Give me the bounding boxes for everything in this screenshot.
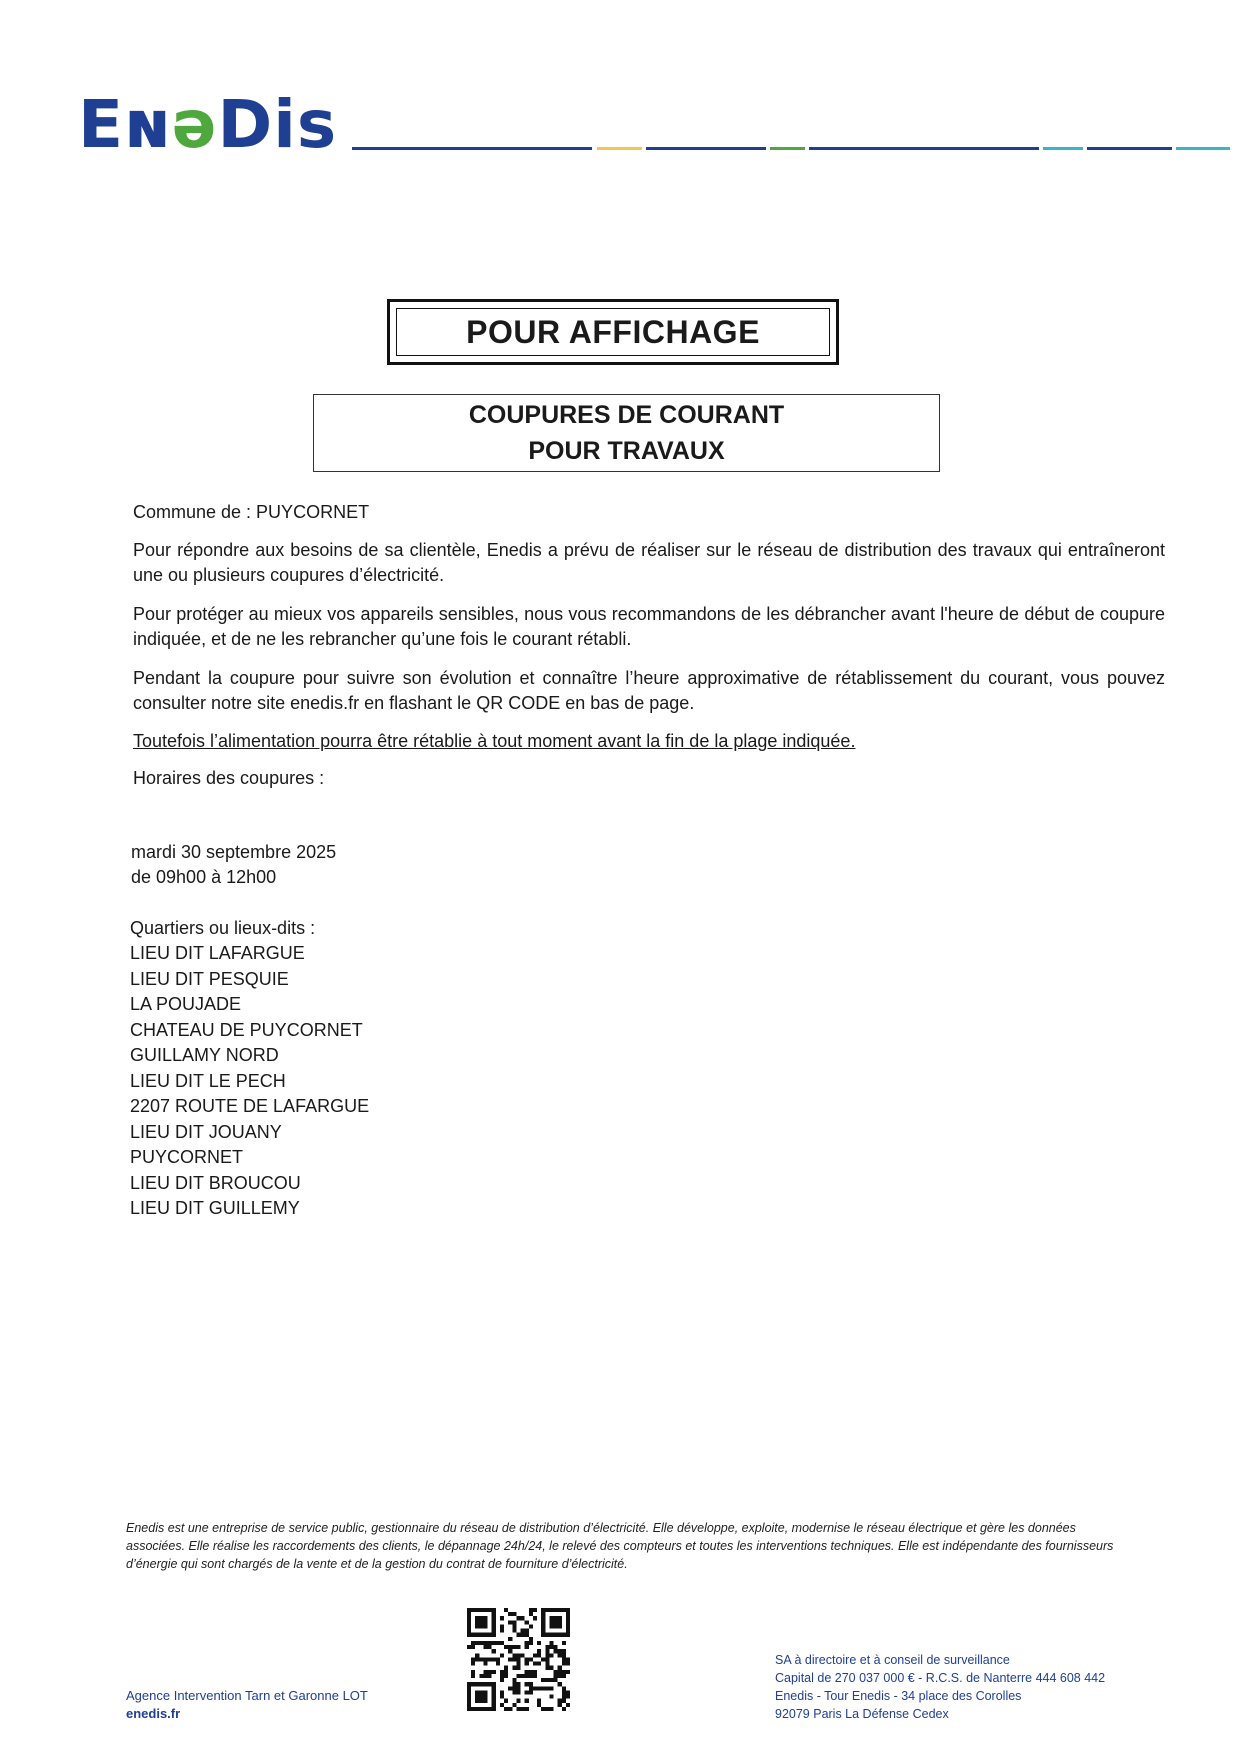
list-item: GUILLAMY NORD [130, 1045, 279, 1065]
list-item: 2207 ROUTE DE LAFARGUE [130, 1096, 370, 1116]
list-item: LIEU DIT GUILLEMY [130, 1198, 300, 1218]
tracking-paragraph: Pendant la coupure pour suivre son évolution et connaître l’heure approximative de rétablissement du courant, vous pouvez consulter notre site enedis.fr en flashant le QR CODE en bas de page. [133, 668, 1165, 713]
enedis-logo [78, 86, 338, 163]
restoration-warning: Toutefois l’alimentation pourra être rétablie à tout moment avant la fin de la plage indiquée. [133, 731, 856, 751]
logo-letter-e: ə [171, 86, 218, 163]
outage-hours: de 09h00 à 12h00 [131, 867, 277, 887]
legal-line: Capital de 270 037 000 € - R.C.S. de Nanterre 444 608 442 [775, 1671, 1106, 1685]
list-item: LIEU DIT PESQUIE [130, 968, 289, 989]
company-description: Enedis est une entreprise de service public, gestionnaire du réseau de distribution d’électricité. Elle développe, exploite, modernise le réseau électrique et gère les données associées. Elle réalise les raccordements des clients, le dépannage 24h/24, le relevé des compteurs et toutes les interventions techniques. Elle est indépendante des fournisseurs d’énergie qui sont chargés de la vente et de la gestion du contrat de fourniture d’électricité. [126, 1521, 1114, 1571]
legal-line: 92079 Paris La Défense Cedex [775, 1707, 949, 1721]
quartiers-label: Quartiers ou lieux-dits : [130, 918, 316, 938]
localities-list [130, 941, 369, 1222]
coupures-box [313, 394, 940, 472]
pour-affichage-box [387, 299, 839, 365]
horaires-label: Horaires des coupures : [133, 768, 325, 788]
qr-code-icon[interactable] [467, 1608, 570, 1711]
coupures-title-line2: POUR TRAVAUX [528, 437, 725, 465]
header-rule [352, 147, 1230, 150]
website-link[interactable]: enedis.fr [126, 1706, 181, 1721]
list-item: PUYCORNET [130, 1147, 244, 1167]
list-item: LA POUJADE [130, 994, 242, 1014]
protection-paragraph: Pour protéger au mieux vos appareils sensibles, nous vous recommandons de les débrancher avant l'heure de début de coupure indiquée, et de ne les rebrancher qu’une fois le courant rétabli. [133, 604, 1165, 649]
coupures-title-line1: COUPURES DE COURANT [468, 401, 785, 429]
list-item: CHATEAU DE PUYCORNET [130, 1019, 363, 1040]
logo-letters-en: Eɴ [78, 86, 172, 163]
outage-date: mardi 30 septembre 2025 [131, 842, 337, 862]
list-item: LIEU DIT LE PECH [130, 1070, 286, 1091]
legal-info [775, 1651, 1105, 1723]
pour-affichage-title: POUR AFFICHAGE [466, 313, 760, 350]
legal-line: Enedis - Tour Enedis - 34 place des Corolles [775, 1689, 1022, 1703]
list-item: LIEU DIT LAFARGUE [130, 943, 305, 963]
list-item: LIEU DIT JOUANY [130, 1121, 282, 1142]
list-item: LIEU DIT BROUCOU [130, 1172, 301, 1193]
logo-letters-dis: Dis [217, 86, 338, 163]
agency-name: Agence Intervention Tarn et Garonne LOT [126, 1688, 368, 1703]
intro-paragraph: Pour répondre aux besoins de sa clientèle, Enedis a prévu de réaliser sur le réseau de distribution des travaux qui entraîneront une ou plusieurs coupures d’électricité. [133, 540, 1165, 585]
legal-line: SA à directoire et à conseil de surveillance [775, 1653, 1010, 1667]
commune-line: Commune de : PUYCORNET [133, 502, 370, 522]
